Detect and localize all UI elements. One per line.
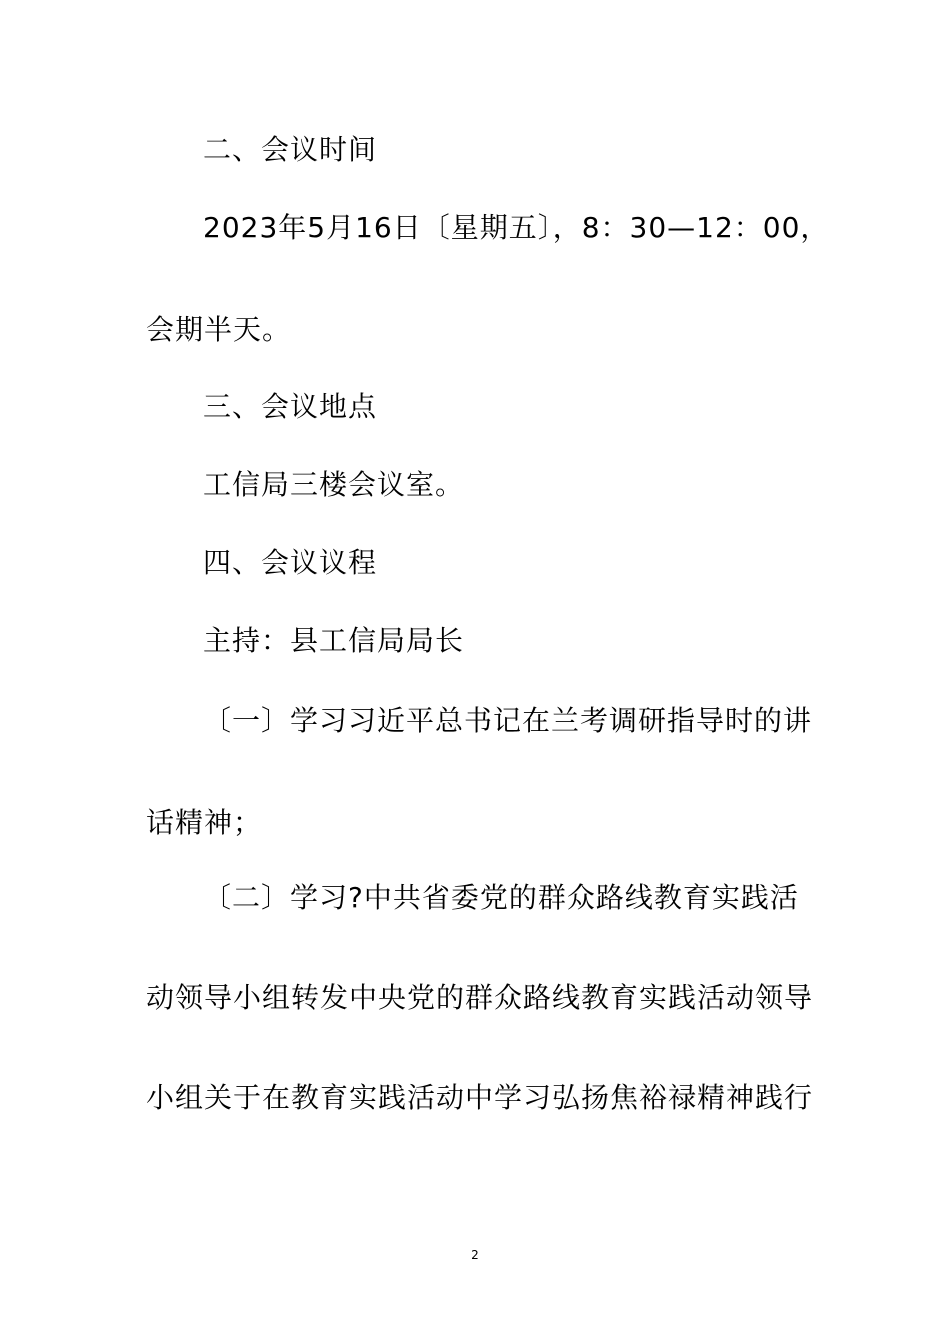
- page-number: 2: [471, 1248, 479, 1262]
- meeting-location-text: 工信局三楼会议室。: [203, 468, 465, 501]
- agenda-item-1-line-2: 话精神；: [146, 806, 263, 839]
- meeting-duration-text: 会期半天。: [146, 313, 292, 346]
- agenda-item-1-line-1: 〔一〕学习习近平总书记在兰考调研指导时的讲: [203, 704, 813, 737]
- agenda-host-text: 主持：县工信局局长: [203, 624, 465, 657]
- heading-meeting-time: 二、会议时间: [203, 133, 378, 166]
- heading-meeting-agenda: 四、会议议程: [203, 546, 378, 579]
- heading-meeting-location: 三、会议地点: [203, 390, 378, 423]
- agenda-item-2-line-1: 〔二〕学习?中共省委党的群众路线教育实践活: [203, 881, 799, 914]
- agenda-item-2-line-2: 动领导小组转发中央党的群众路线教育实践活动领导: [146, 981, 814, 1014]
- agenda-item-2-line-3: 小组关于在教育实践活动中学习弘扬焦裕禄精神践行: [146, 1081, 814, 1114]
- meeting-time-text: 2023年5月16日〔星期五〕，8：30—12：00，: [203, 211, 830, 244]
